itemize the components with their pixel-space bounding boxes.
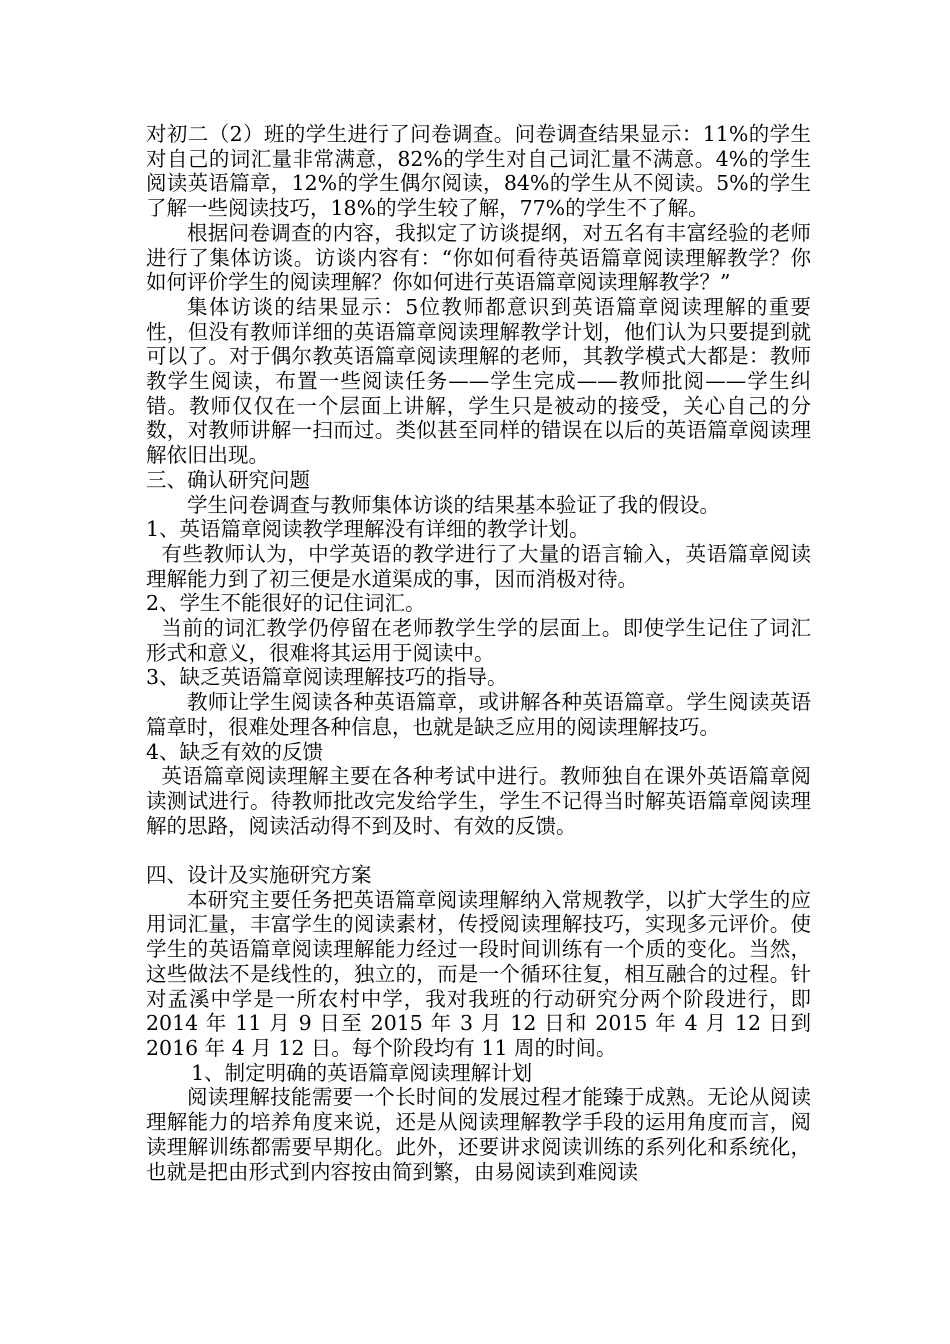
problem-2-text: 当前的词汇教学仍停留在老师教学生学的层面上。即使学生记住了词汇形式和意义，很难将其运用于阅读中。 (146, 616, 811, 665)
problem-4-text: 英语篇章阅读理解主要在各种考试中进行。教师独自在课外英语篇章阅读测试进行。待教师批改完发给学生，学生不记得当时解英语篇章阅读理解的思路，阅读活动得不到及时、有效的反馈。 (146, 764, 811, 838)
document-body (146, 122, 811, 1184)
section-heading-4: 四、设计及实施研究方案 (146, 863, 372, 888)
problem-1-heading: 1、英语篇章阅读教学理解没有详细的教学计划。 (146, 517, 590, 542)
paragraph-survey-results: 对初二（2）班的学生进行了问卷调查。问卷调查结果显示：11%的学生对自己的词汇量非常满意，82%的学生对自己词汇量不满意。4%的学生阅读英语篇章，12%的学生偶尔阅读，84%的学生从不阅读。5%的学生了解一些阅读技巧，18%的学生较了解，77%的学生不了解。 (146, 122, 811, 221)
paragraph-interview-outline: 根据问卷调查的内容，我拟定了访谈提纲，对五名有丰富经验的老师进行了集体访谈。访谈内容有：“你如何看待英语篇章阅读理解教学？你如何评价学生的阅读理解？你如何进行英语篇章阅读理解教学？” (146, 220, 811, 295)
problem-3-text: 教师让学生阅读各种英语篇章，或讲解各种英语篇章。学生阅读英语篇章时，很难处理各种信息，也就是缺乏应用的阅读理解技巧。 (146, 690, 811, 739)
paragraph-interview-results: 集体访谈的结果显示：5位教师都意识到英语篇章阅读理解的重要性，但没有教师详细的英语篇章阅读理解教学计划，他们认为只要提到就可以了。对于偶尔教英语篇章阅读理解的老师，其教学模式大都是：教师教学生阅读，布置一些阅读任务——学生完成——教师批阅——学生纠错。教师仅仅在一个层面上讲解，学生只是被动的接受，关心自己的分数，对教师讲解一扫而过。类似甚至同样的错误在以后的英语篇章阅读理解依旧出现。 (146, 294, 811, 468)
paragraph-research-plan: 本研究主要任务把英语篇章阅读理解纳入常规教学，以扩大学生的应用词汇量，丰富学生的阅读素材，传授阅读理解技巧，实现多元评价。使学生的英语篇章阅读理解能力经过一段时间训练有一个质的变化。当然，这些做法不是线性的，独立的，而是一个循环往复，相互融合的过程。针对孟溪中学是一所农村中学，我对我班的行动研究分两个阶段进行，即 2014 年 11 月 9 日至 2015 年 3 月 12 日和 2015 年 4 月 12 日到 2016 年 4 月 12 日。每个阶段均有 11 周的时间。 (146, 887, 811, 1060)
paragraph-hypothesis-verified: 学生问卷调查与教师集体访谈的结果基本验证了我的假设。 (187, 492, 720, 517)
section-heading-3: 三、确认研究问题 (146, 467, 310, 492)
paragraph-reading-skills: 阅读理解技能需要一个长时间的发展过程才能臻于成熟。无论从阅读理解能力的培养角度来说，还是从阅读理解教学手段的运用角度而言，阅读理解训练都需要早期化。此外，还要讲求阅读训练的系列化和系统化，也就是把由形式到内容按由简到繁，由易阅读到难阅读 (146, 1085, 811, 1184)
problem-3-heading: 3、缺乏英语篇章阅读理解技巧的指导。 (146, 665, 508, 690)
subheading-reading-plan: 1、制定明确的英语篇章阅读理解计划 (191, 1060, 533, 1085)
problem-4-heading: 4、缺乏有效的反馈 (146, 739, 324, 764)
blank-line (146, 838, 811, 863)
problem-2-heading: 2、学生不能很好的记住词汇。 (146, 591, 426, 616)
problem-1-text: 有些教师认为，中学英语的教学进行了大量的语言输入，英语篇章阅读理解能力到了初三便是水道渠成的事，因而消极对待。 (146, 541, 811, 591)
